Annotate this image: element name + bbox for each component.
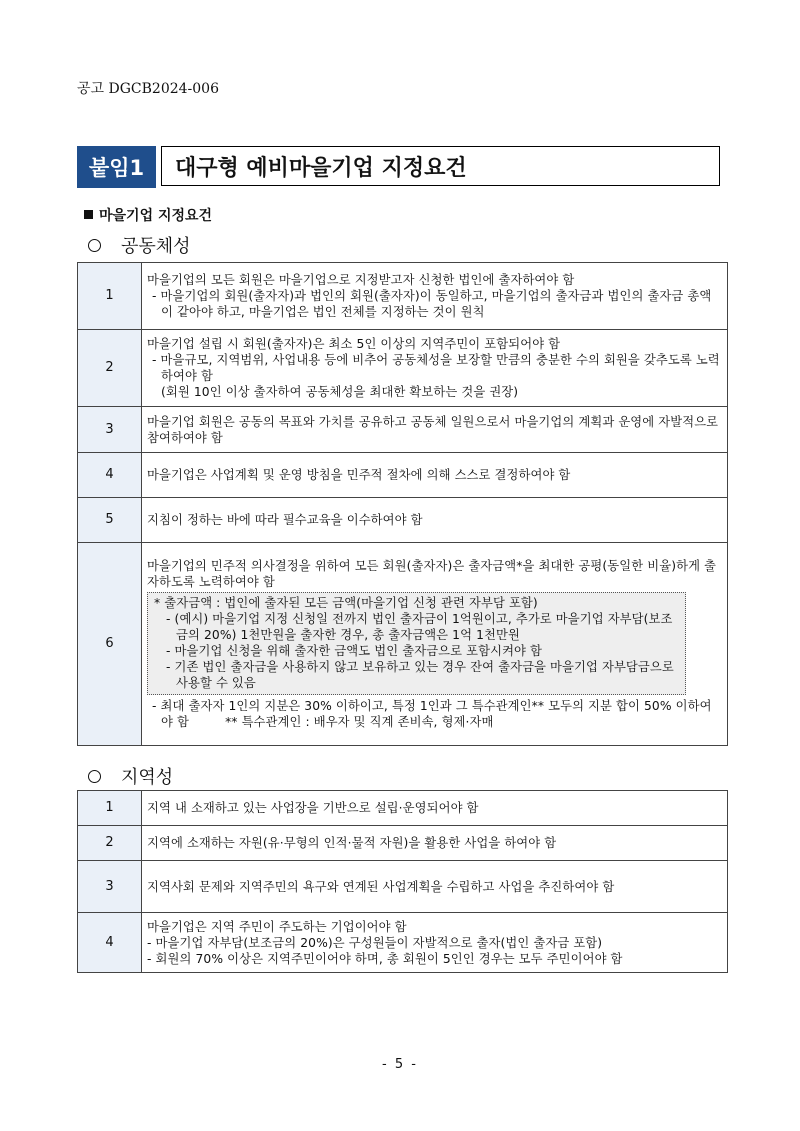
- row-main-text: 마을기업은 사업계획 및 운영 방침을 민주적 절차에 의해 스스로 결정하여야 함: [147, 468, 571, 482]
- note-box-title: * 출자금액 : 법인에 출자된 모든 금액(마을기업 신청 관련 자부담 포함): [154, 596, 538, 610]
- row-main-text: 지침이 정하는 바에 따라 필수교육을 이수하여야 함: [147, 513, 423, 527]
- row-bullet-text: - 최대 출자자 1인의 지분은 30% 이하이고, 특정 1인과 그 특수관계인** 모두의 지분 합이 50% 이하여야 함: [152, 699, 712, 729]
- row-number: 2: [78, 826, 142, 861]
- note-box-item: - 마을기업 신청을 위해 출자한 금액도 법인 출자금으로 포함시켜야 함: [166, 644, 543, 658]
- row-number: 3: [78, 861, 142, 913]
- row-footnote: ** 특수관계인 : 배우자 및 직계 존비속, 형제·자매: [225, 715, 494, 729]
- note-box: [147, 592, 686, 695]
- table-row: [78, 826, 728, 861]
- table-row: [78, 407, 728, 453]
- row-number: 3: [78, 407, 142, 453]
- section-heading-locality: [88, 763, 173, 789]
- table-row: [78, 263, 728, 330]
- row-content: [142, 330, 728, 407]
- community-table: [77, 262, 728, 746]
- row-main-text: 마을기업의 민주적 의사결정을 위하여 모든 회원(출자자)은 출자금액*을 최대한 공평(동일한 비율)하게 출자하도록 노력하여야 함: [147, 559, 717, 589]
- row-number: 1: [78, 263, 142, 330]
- section-heading-community: [88, 232, 191, 258]
- row-content: [142, 453, 728, 498]
- row-number: 6: [78, 543, 142, 746]
- row-main-text: 마을기업 회원은 공동의 목표와 가치를 공유하고 공동체 일원으로서 마을기업의 계획과 운영에 자발적으로 참여하여야 함: [147, 414, 719, 445]
- note-box-item: - 기존 법인 출자금을 사용하지 않고 보유하고 있는 경우 잔여 출자금을 마을기업 자부담금으로 사용할 수 있음: [166, 660, 674, 690]
- subtitle-text: 마을기업 지정요건: [99, 208, 213, 224]
- subtitle: [84, 205, 212, 225]
- row-content: [142, 913, 728, 973]
- row-number: 1: [78, 791, 142, 826]
- table-row: [78, 453, 728, 498]
- attachment-tag: 붙임1: [77, 146, 156, 188]
- row-note: (회원 10인 이상 출자하여 공동체성을 최대한 확보하는 것을 권장): [161, 385, 519, 399]
- row-bullet: - 마을규모, 지역범위, 사업내용 등에 비추어 공동체성을 보장할 만큼의 충분한 수의 회원을 갖추도록 노력하여야 함: [152, 353, 720, 383]
- row-main-text: 마을기업 설립 시 회원(출자자)은 최소 5인 이상의 지역주민이 포함되어야 함: [147, 337, 561, 351]
- row-number: 4: [78, 453, 142, 498]
- note-box-item: - (예시) 마을기업 지정 신청일 전까지 법인 출자금이 1억원이고, 추가로 마을기업 자부담(보조금의 20%) 1천만원을 출자한 경우, 총 출자금액은 1억 1천만원: [166, 612, 673, 642]
- table-row: [78, 543, 728, 746]
- table-row: [78, 330, 728, 407]
- row-content: [142, 791, 728, 826]
- row-number: 5: [78, 498, 142, 543]
- page-title: 대구형 예비마을기업 지정요건: [161, 146, 720, 186]
- table-row: [78, 913, 728, 973]
- row-content: [142, 861, 728, 913]
- notice-number: 공고 DGCB2024-006: [77, 81, 219, 97]
- row-bullet: - 회원의 70% 이상은 지역주민이어야 하며, 총 회원이 5인인 경우는 모두 주민이어야 함: [147, 951, 623, 966]
- section-title: 공동체성: [121, 236, 191, 257]
- table-row: [78, 791, 728, 826]
- page-number: - 5 -: [382, 1057, 418, 1072]
- row-content: [142, 498, 728, 543]
- row-content: [142, 407, 728, 453]
- row-content: [142, 543, 728, 746]
- row-bullet: [147, 698, 722, 730]
- row-main-text: 지역에 소재하는 자원(유·무형의 인적·물적 자원)을 활용한 사업을 하여야 함: [147, 836, 557, 850]
- locality-table: [77, 790, 728, 973]
- section-title: 지역성: [121, 767, 174, 788]
- row-main-text: 마을기업의 모든 회원은 마을기업으로 지정받고자 신청한 법인에 출자하여야 함: [147, 273, 575, 287]
- row-main-text: 지역사회 문제와 지역주민의 욕구와 연계된 사업계획을 수립하고 사업을 추진하여야 함: [147, 879, 615, 894]
- square-bullet-icon: [84, 210, 93, 219]
- row-main-text: 지역 내 소재하고 있는 사업장을 기반으로 설립·운영되어야 함: [147, 801, 479, 815]
- row-main-text: 마을기업은 지역 주민이 주도하는 기업이어야 함: [147, 919, 407, 934]
- row-number: 4: [78, 913, 142, 973]
- row-bullet: - 마을기업 자부담(보조금의 20%)은 구성원들이 자발적으로 출자(법인 출자금 포함): [147, 935, 603, 950]
- circle-bullet-icon: [88, 770, 101, 783]
- row-content: [142, 263, 728, 330]
- table-row: [78, 498, 728, 543]
- table-row: [78, 861, 728, 913]
- row-number: 2: [78, 330, 142, 407]
- circle-bullet-icon: [88, 239, 101, 252]
- row-content: [142, 826, 728, 861]
- title-bar: [77, 146, 722, 188]
- row-bullet: - 마을기업의 회원(출자자)과 법인의 회원(출자자)이 동일하고, 마을기업의 출자금과 법인의 출자금 총액이 같아야 하고, 마을기업은 법인 전체를 지정하는 것이 원칙: [152, 289, 712, 319]
